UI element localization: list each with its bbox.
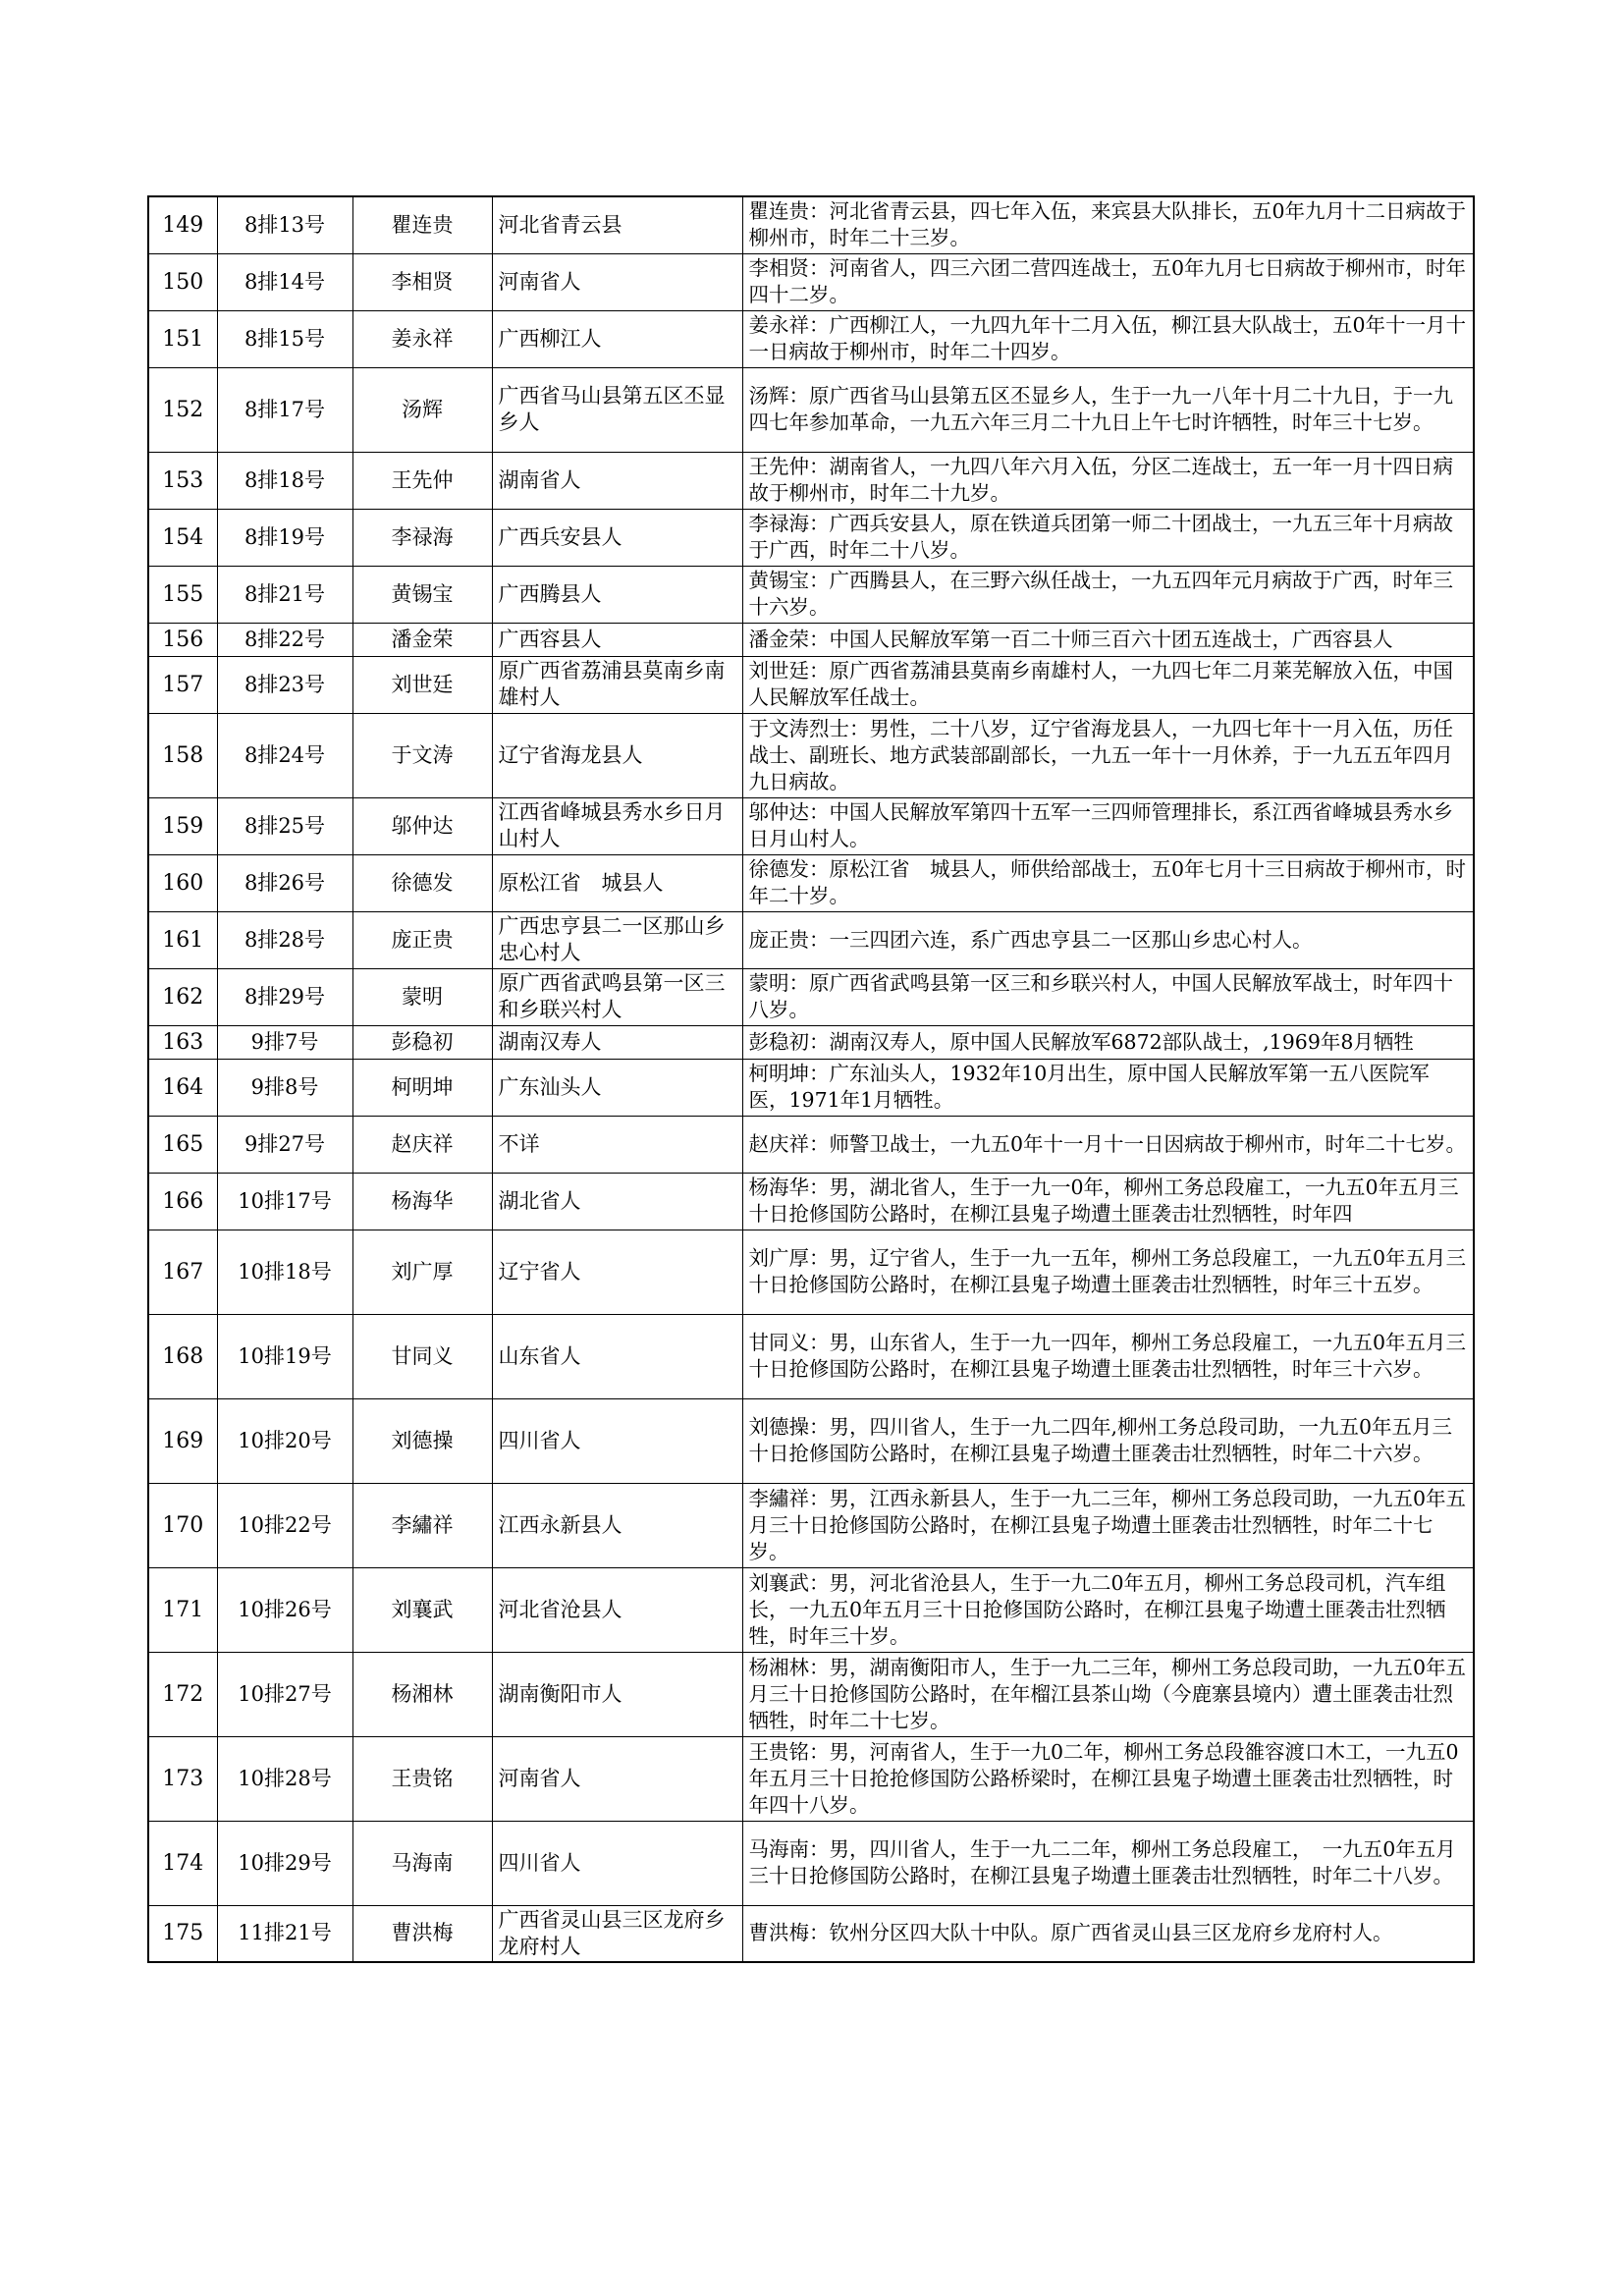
row-number: 150	[148, 253, 217, 310]
grave-position: 9排8号	[217, 1059, 352, 1116]
table-row	[148, 1173, 1474, 1230]
native-place: 江西省峰城县秀水乡日月山村人	[492, 797, 742, 854]
grave-position: 8排28号	[217, 911, 352, 968]
grave-position: 8排22号	[217, 623, 352, 656]
martyr-name: 柯明坤	[352, 1059, 492, 1116]
row-number: 158	[148, 713, 217, 797]
native-place: 广西忠亨县二一区那山乡忠心村人	[492, 911, 742, 968]
biography: 庞正贵：一三四团六连，系广西忠亨县二一区那山乡忠心村人。	[742, 911, 1474, 968]
grave-position: 8排29号	[217, 968, 352, 1025]
martyr-name: 潘金荣	[352, 623, 492, 656]
grave-position: 10排27号	[217, 1652, 352, 1736]
martyr-name: 曹洪梅	[352, 1905, 492, 1962]
table-row	[148, 1905, 1474, 1962]
table-row	[148, 367, 1474, 452]
row-number: 173	[148, 1736, 217, 1821]
row-number: 171	[148, 1567, 217, 1652]
biography: 蒙明：原广西省武鸣县第一区三和乡联兴村人，中国人民解放军战士，时年四十八岁。	[742, 968, 1474, 1025]
grave-position: 8排25号	[217, 797, 352, 854]
row-number: 169	[148, 1398, 217, 1483]
native-place: 原广西省荔浦县莫南乡南雄村人	[492, 656, 742, 713]
native-place: 湖南汉寿人	[492, 1025, 742, 1059]
row-number: 160	[148, 854, 217, 911]
row-number: 155	[148, 566, 217, 623]
biography: 彭稳初：湖南汉寿人，原中国人民解放军6872部队战士，,1969年8月牺牲	[742, 1025, 1474, 1059]
native-place: 辽宁省人	[492, 1230, 742, 1314]
biography: 柯明坤：广东汕头人，1932年10月出生，原中国人民解放军第一五八医院军医，1971年1月牺牲。	[742, 1059, 1474, 1116]
martyr-name: 庞正贵	[352, 911, 492, 968]
table-row	[148, 1483, 1474, 1567]
row-number: 175	[148, 1905, 217, 1962]
row-number: 152	[148, 367, 217, 452]
native-place: 河南省人	[492, 253, 742, 310]
table-row	[148, 1398, 1474, 1483]
grave-position: 8排14号	[217, 253, 352, 310]
grave-position: 10排19号	[217, 1314, 352, 1398]
row-number: 162	[148, 968, 217, 1025]
table-row	[148, 1059, 1474, 1116]
martyr-name: 瞿连贵	[352, 196, 492, 253]
native-place: 辽宁省海龙县人	[492, 713, 742, 797]
native-place: 四川省人	[492, 1398, 742, 1483]
grave-position: 8排15号	[217, 310, 352, 367]
biography: 杨湘林：男，湖南衡阳市人，生于一九二三年，柳州工务总段司助，一九五0年五月三十日抢修国防公路时，在年榴江县茶山坳（今鹿寨县境内）遭土匪袭击壮烈牺牲，时年二十七岁。	[742, 1652, 1474, 1736]
martyr-name: 杨湘林	[352, 1652, 492, 1736]
grave-position: 8排23号	[217, 656, 352, 713]
biography: 瞿连贵：河北省青云县，四七年入伍，来宾县大队排长，五0年九月十二日病故于柳州市，时年二十三岁。	[742, 196, 1474, 253]
grave-position: 10排20号	[217, 1398, 352, 1483]
grave-position: 10排22号	[217, 1483, 352, 1567]
grave-position: 9排27号	[217, 1116, 352, 1173]
biography: 马海南：男，四川省人，生于一九二二年，柳州工务总段雇工， 一九五0年五月三十日抢修国防公路时，在柳江县鬼子坳遭土匪袭击壮烈牺牲，时年二十八岁。	[742, 1821, 1474, 1905]
martyrs-roster-table	[147, 195, 1475, 1963]
table-row	[148, 656, 1474, 713]
table-row	[148, 253, 1474, 310]
martyr-name: 彭稳初	[352, 1025, 492, 1059]
martyr-name: 刘广厚	[352, 1230, 492, 1314]
table-row	[148, 1230, 1474, 1314]
native-place: 广东汕头人	[492, 1059, 742, 1116]
table-row	[148, 797, 1474, 854]
martyr-name: 王贵铭	[352, 1736, 492, 1821]
biography: 王先仲：湖南省人，一九四八年六月入伍，分区二连战士，五一年一月十四日病故于柳州市，时年二十九岁。	[742, 452, 1474, 509]
martyr-name: 王先仲	[352, 452, 492, 509]
native-place: 原松江省 城县人	[492, 854, 742, 911]
row-number: 167	[148, 1230, 217, 1314]
martyr-name: 刘德操	[352, 1398, 492, 1483]
row-number: 174	[148, 1821, 217, 1905]
table-row	[148, 1567, 1474, 1652]
native-place: 广西容县人	[492, 623, 742, 656]
grave-position: 8排24号	[217, 713, 352, 797]
grave-position: 10排28号	[217, 1736, 352, 1821]
biography: 王贵铭：男，河南省人，生于一九0二年，柳州工务总段雒容渡口木工，一九五0年五月三十日抢抢修国防公路桥梁时，在柳江县鬼子坳遭土匪袭击壮烈牺牲，时年四十八岁。	[742, 1736, 1474, 1821]
biography: 刘世廷：原广西省荔浦县莫南乡南雄村人，一九四七年二月莱芜解放入伍，中国人民解放军任战士。	[742, 656, 1474, 713]
grave-position: 8排26号	[217, 854, 352, 911]
martyr-name: 赵庆祥	[352, 1116, 492, 1173]
biography: 于文涛烈士：男性，二十八岁，辽宁省海龙县人，一九四七年十一月入伍，历任战士、副班长、地方武装部副部长，一九五一年十一月休养，于一九五五年四月九日病故。	[742, 713, 1474, 797]
row-number: 151	[148, 310, 217, 367]
martyr-name: 杨海华	[352, 1173, 492, 1230]
martyr-name: 汤辉	[352, 367, 492, 452]
martyr-name: 于文涛	[352, 713, 492, 797]
biography: 赵庆祥：师警卫战士，一九五0年十一月十一日因病故于柳州市，时年二十七岁。	[742, 1116, 1474, 1173]
table-row	[148, 310, 1474, 367]
grave-position: 10排29号	[217, 1821, 352, 1905]
biography: 邬仲达：中国人民解放军第四十五军一三四师管理排长，系江西省峰城县秀水乡日月山村人。	[742, 797, 1474, 854]
row-number: 154	[148, 509, 217, 566]
table-row	[148, 566, 1474, 623]
biography: 李相贤：河南省人，四三六团二营四连战士，五0年九月七日病故于柳州市，时年四十二岁。	[742, 253, 1474, 310]
native-place: 广西柳江人	[492, 310, 742, 367]
table-row	[148, 196, 1474, 253]
biography: 潘金荣：中国人民解放军第一百二十师三百六十团五连战士，广西容县人	[742, 623, 1474, 656]
native-place: 河北省青云县	[492, 196, 742, 253]
grave-position: 8排18号	[217, 452, 352, 509]
biography: 甘同义：男，山东省人，生于一九一四年，柳州工务总段雇工，一九五0年五月三十日抢修国防公路时，在柳江县鬼子坳遭土匪袭击壮烈牺牲，时年三十六岁。	[742, 1314, 1474, 1398]
table-row	[148, 1736, 1474, 1821]
martyr-name: 李禄海	[352, 509, 492, 566]
martyr-name: 刘世廷	[352, 656, 492, 713]
martyr-name: 李相贤	[352, 253, 492, 310]
native-place: 湖北省人	[492, 1173, 742, 1230]
biography: 刘德操：男，四川省人，生于一九二四年,柳州工务总段司助，一九五0年五月三十日抢修国防公路时，在柳江县鬼子坳遭土匪袭击壮烈牺牲，时年二十六岁。	[742, 1398, 1474, 1483]
table-row	[148, 713, 1474, 797]
native-place: 河北省沧县人	[492, 1567, 742, 1652]
row-number: 153	[148, 452, 217, 509]
row-number: 163	[148, 1025, 217, 1059]
table-row	[148, 1116, 1474, 1173]
table-row	[148, 509, 1474, 566]
row-number: 164	[148, 1059, 217, 1116]
biography: 杨海华：男，湖北省人，生于一九一0年，柳州工务总段雇工，一九五0年五月三十日抢修国防公路时，在柳江县鬼子坳遭土匪袭击壮烈牺牲，时年四	[742, 1173, 1474, 1230]
biography: 曹洪梅：钦州分区四大队十中队。原广西省灵山县三区龙府乡龙府村人。	[742, 1905, 1474, 1962]
grave-position: 8排13号	[217, 196, 352, 253]
grave-position: 10排18号	[217, 1230, 352, 1314]
biography: 徐德发：原松江省 城县人，师供给部战士，五0年七月十三日病故于柳州市，时年二十岁。	[742, 854, 1474, 911]
table-row	[148, 452, 1474, 509]
biography: 黄锡宝：广西腾县人，在三野六纵任战士，一九五四年元月病故于广西，时年三十六岁。	[742, 566, 1474, 623]
martyr-name: 黄锡宝	[352, 566, 492, 623]
martyr-name: 姜永祥	[352, 310, 492, 367]
row-number: 172	[148, 1652, 217, 1736]
row-number: 159	[148, 797, 217, 854]
native-place: 江西永新县人	[492, 1483, 742, 1567]
native-place: 不详	[492, 1116, 742, 1173]
row-number: 161	[148, 911, 217, 968]
grave-position: 8排17号	[217, 367, 352, 452]
grave-position: 10排26号	[217, 1567, 352, 1652]
native-place: 湖南衡阳市人	[492, 1652, 742, 1736]
biography: 刘襄武：男，河北省沧县人，生于一九二0年五月，柳州工务总段司机，汽车组长，一九五0年五月三十日抢修国防公路时，在柳江县鬼子坳遭土匪袭击壮烈牺牲，时年三十岁。	[742, 1567, 1474, 1652]
grave-position: 11排21号	[217, 1905, 352, 1962]
table-row	[148, 854, 1474, 911]
biography: 刘广厚：男，辽宁省人，生于一九一五年，柳州工务总段雇工，一九五0年五月三十日抢修国防公路时，在柳江县鬼子坳遭土匪袭击壮烈牺牲，时年三十五岁。	[742, 1230, 1474, 1314]
martyr-name: 刘襄武	[352, 1567, 492, 1652]
row-number: 168	[148, 1314, 217, 1398]
biography: 汤辉：原广西省马山县第五区丕显乡人，生于一九一八年十月二十九日，于一九四七年参加革命，一九五六年三月二十九日上午七时许牺牲，时年三十七岁。	[742, 367, 1474, 452]
table-row	[148, 623, 1474, 656]
row-number: 170	[148, 1483, 217, 1567]
native-place: 广西兵安县人	[492, 509, 742, 566]
table-row	[148, 1821, 1474, 1905]
row-number: 157	[148, 656, 217, 713]
table-row	[148, 968, 1474, 1025]
table-row	[148, 1025, 1474, 1059]
grave-position: 8排21号	[217, 566, 352, 623]
native-place: 四川省人	[492, 1821, 742, 1905]
native-place: 广西腾县人	[492, 566, 742, 623]
native-place: 河南省人	[492, 1736, 742, 1821]
table-row	[148, 911, 1474, 968]
biography: 李繡祥：男，江西永新县人，生于一九二三年，柳州工务总段司助，一九五0年五月三十日抢修国防公路时，在柳江县鬼子坳遭土匪袭击壮烈牺牲，时年二十七岁。	[742, 1483, 1474, 1567]
grave-position: 9排7号	[217, 1025, 352, 1059]
roster-body	[148, 196, 1474, 1962]
native-place: 湖南省人	[492, 452, 742, 509]
martyr-name: 蒙明	[352, 968, 492, 1025]
martyr-name: 邬仲达	[352, 797, 492, 854]
row-number: 166	[148, 1173, 217, 1230]
martyr-name: 徐德发	[352, 854, 492, 911]
native-place: 广西省灵山县三区龙府乡龙府村人	[492, 1905, 742, 1962]
native-place: 山东省人	[492, 1314, 742, 1398]
martyr-name: 甘同义	[352, 1314, 492, 1398]
martyr-name: 李繡祥	[352, 1483, 492, 1567]
grave-position: 10排17号	[217, 1173, 352, 1230]
row-number: 149	[148, 196, 217, 253]
martyr-name: 马海南	[352, 1821, 492, 1905]
biography: 李禄海：广西兵安县人，原在铁道兵团第一师二十团战士，一九五三年十月病故于广西，时年二十八岁。	[742, 509, 1474, 566]
biography: 姜永祥：广西柳江人，一九四九年十二月入伍，柳江县大队战士，五0年十一月十一日病故于柳州市，时年二十四岁。	[742, 310, 1474, 367]
row-number: 165	[148, 1116, 217, 1173]
grave-position: 8排19号	[217, 509, 352, 566]
native-place: 原广西省武鸣县第一区三和乡联兴村人	[492, 968, 742, 1025]
table-row	[148, 1314, 1474, 1398]
native-place: 广西省马山县第五区丕显乡人	[492, 367, 742, 452]
row-number: 156	[148, 623, 217, 656]
table-row	[148, 1652, 1474, 1736]
